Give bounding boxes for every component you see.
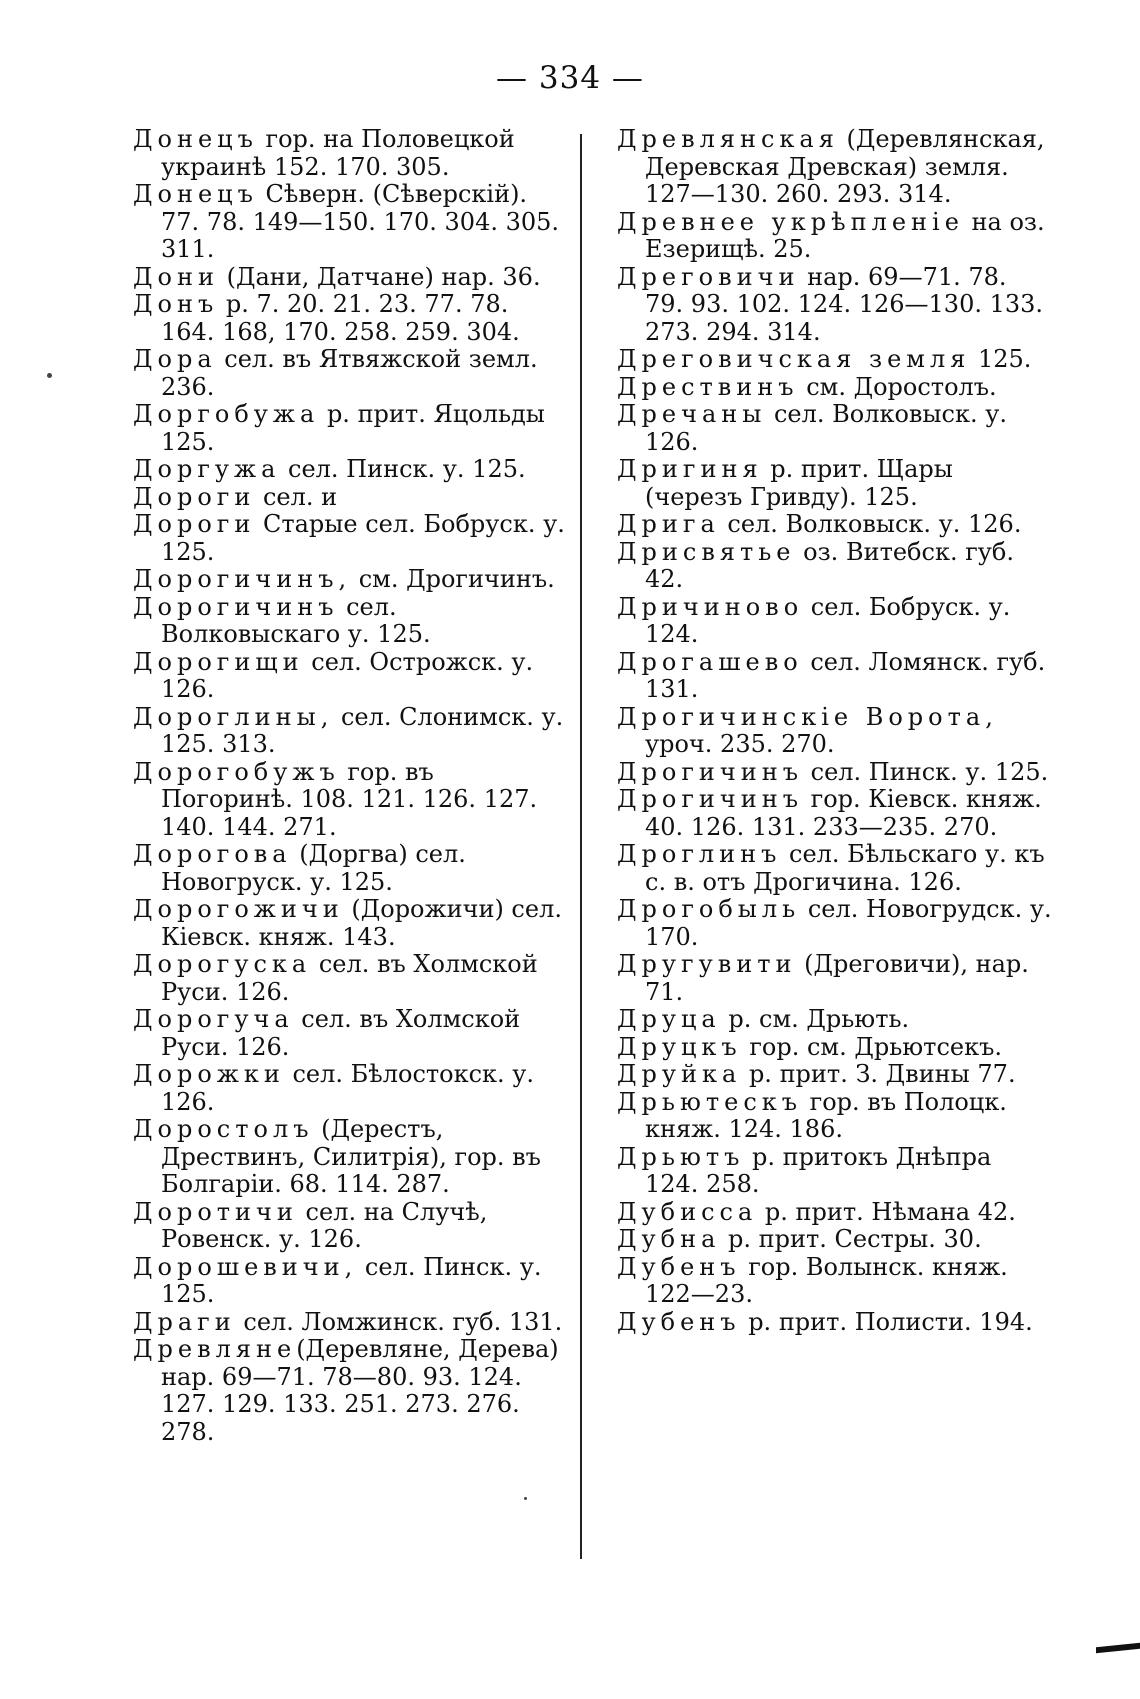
index-entry (133, 1006, 568, 1061)
index-entry (133, 649, 568, 704)
index-entry (617, 539, 1052, 594)
entry-text: 125. (970, 345, 1032, 373)
entry-text: (Деревлянская, Деревская Древская) земля. 127—130. 260. 293. 314. (645, 125, 1045, 208)
index-entry (617, 896, 1052, 951)
entry-text: сел. Волковыскаго у. 125. (161, 592, 431, 648)
page-edge-mark (1096, 1643, 1140, 1654)
index-entry (617, 1144, 1052, 1199)
index-entry (617, 649, 1052, 704)
entry-text: р. прит. З. Двины 77. (741, 1060, 1016, 1088)
index-entry (617, 1034, 1052, 1062)
entry-text: сел. Пинск. у. 125. (803, 757, 1049, 786)
index-entry (617, 841, 1052, 896)
index-entry (617, 951, 1052, 1006)
index-entry (617, 1089, 1052, 1144)
entry-text: см. Дрогичинъ. (351, 565, 555, 593)
entry-text: (Дреговичи), нар. 71. (645, 950, 1029, 1006)
index-entry (133, 594, 568, 649)
entry-text: гор. Кіевск. княж. 40. 126. 131. 233—235. 270. (645, 785, 1042, 841)
entry-headword: Дорогуча (133, 1005, 294, 1033)
index-entry (133, 1199, 568, 1254)
entry-text: р. прит. Сестры. 30. (720, 1225, 982, 1253)
index-entry (617, 511, 1052, 539)
index-entry (133, 401, 568, 456)
entry-text: сел. Ломжинск. губ. 131. (235, 1307, 563, 1336)
entry-text: сел. Волковыск. у. 126. (719, 510, 1022, 538)
entry-text: р. притокъ Днѣпра 124. 258. (645, 1142, 992, 1198)
entry-text: сел. Пинск. у. 125. (161, 1252, 542, 1308)
index-entry (617, 374, 1052, 402)
index-entry (133, 264, 568, 292)
entry-text: сел. Слонимск. у. 125. 313. (161, 702, 564, 758)
entry-headword: Дрогашево (617, 647, 803, 676)
index-entry (133, 484, 568, 512)
entry-text: р. 7. 20. 21. 23. 77. 78. 164. 168, 170. 258. 259. 304. (161, 290, 520, 346)
entry-headword: Дорожки (133, 1060, 285, 1088)
entry-text: гор. см. Дрьютсекъ. (741, 1032, 1002, 1061)
entry-headword: Дорогожичи (133, 895, 344, 923)
entry-text: (Доргва) сел. Новогруск. у. 125. (161, 840, 466, 896)
index-entry (133, 566, 568, 594)
index-entry (133, 896, 568, 951)
column-divider (580, 134, 582, 1559)
entry-headword: Древнее укрѣпленіе (617, 207, 964, 236)
entry-headword: Другувити (617, 950, 797, 978)
entry-headword: Дони (133, 262, 219, 291)
index-entry (617, 1254, 1052, 1309)
entry-text: р. прит. Полисти. 194. (740, 1307, 1033, 1336)
entry-headword: Дригиня (617, 455, 763, 483)
page-number: — 334 — (496, 60, 644, 96)
entry-headword: Друйка (617, 1060, 742, 1088)
entry-text: сел. Бѣльскаго у. къ с. в. отъ Дрогичина. 126. (645, 840, 1045, 896)
entry-headword: Дора (133, 345, 217, 373)
index-entry (617, 1309, 1052, 1337)
index-entry (617, 209, 1052, 264)
ink-speck (524, 1497, 527, 1500)
entry-text: на оз. Езерищѣ. 25. (645, 207, 1045, 263)
index-entry (133, 1336, 568, 1446)
index-column-right (617, 126, 1052, 1336)
entry-headword: Дороги (133, 482, 256, 511)
entry-text: нар. 69—71. 78. 79. 93. 102. 124. 126—130. 133. 273. 294. 314. (645, 262, 1044, 346)
entry-text: Сѣверн. (Сѣверскій). 77. 78. 149—150. 170. 304. 305. 311. (161, 180, 560, 263)
index-entry (133, 181, 568, 264)
index-entry (133, 1309, 568, 1337)
entry-headword: Дрьютескъ (617, 1087, 803, 1116)
entry-text: Старые сел. Бобруск. у. 125. (161, 510, 565, 566)
ink-speck (47, 373, 52, 378)
entry-headword: Дорошевичи, (133, 1252, 358, 1281)
entry-text: см. Доростолъ. (798, 372, 997, 401)
entry-headword: Дубенъ (617, 1307, 741, 1336)
entry-headword: Доростолъ (133, 1115, 314, 1143)
index-column-left (133, 126, 568, 1446)
entry-text: сел. въ Холмской Руси. 126. (161, 1005, 521, 1061)
entry-text: уроч. 235. 270. (645, 730, 835, 758)
entry-text: сел. въ Холмской Руси. 126. (161, 950, 538, 1006)
entry-headword: Дорогобужъ (133, 757, 340, 786)
index-entry (133, 346, 568, 401)
index-entry (133, 126, 568, 181)
entry-headword: Дрествинъ (617, 372, 799, 401)
entry-text: р. прит. Щары (черезъ Гривду). 125. (645, 455, 953, 511)
entry-text: гор. Волынск. княж. 122—23. (645, 1252, 1008, 1308)
entry-headword: Древлянская (617, 125, 839, 153)
entry-headword: Дорогова (133, 840, 292, 868)
entry-text: (Деревляне, Дерева) нар. 69—71. 78—80. 93. 124. 127. 129. 133. 251. 273. 276. 278. (161, 1335, 559, 1446)
entry-headword: Дреговичи (617, 262, 800, 291)
entry-headword: Друцкъ (617, 1032, 742, 1061)
entry-headword: Дорогичинъ (133, 592, 339, 621)
entry-headword: Доротичи (133, 1197, 298, 1226)
index-entry (617, 594, 1052, 649)
entry-headword: Дороги (133, 510, 256, 538)
index-entry (133, 291, 568, 346)
entry-text: сел. Новогрудск. у. 170. (645, 895, 1052, 951)
index-entry (133, 456, 568, 484)
entry-text: сел. Пинск. у. 125. (280, 455, 526, 483)
entry-headword: Дрогобыль (617, 895, 801, 923)
entry-headword: Доргужа (133, 455, 281, 483)
index-entry (617, 704, 1052, 759)
entry-headword: Дрига (617, 510, 720, 538)
entry-text: сел. на Случѣ, Ровенск. у. 126. (161, 1197, 488, 1253)
entry-headword: Дороглины, (133, 702, 334, 731)
entry-text: гор. въ Погоринѣ. 108. 121. 126. 127. 140. 144. 271. (161, 757, 538, 841)
entry-text: гор. на Половецкой украинѣ 152. 170. 305. (161, 125, 515, 181)
entry-text: р. прит. Яцольды 125. (161, 400, 545, 456)
index-entry (133, 951, 568, 1006)
entry-text: сел. Волковыск. у. 126. (645, 400, 1007, 456)
index-entry (133, 1061, 568, 1116)
entry-headword: Дубна (617, 1225, 721, 1253)
entry-headword: Дроглинъ (617, 840, 782, 868)
entry-headword: Доргобужа (133, 400, 320, 428)
entry-headword: Дубисса (617, 1197, 758, 1226)
index-entry (617, 126, 1052, 209)
entry-text: гор. въ Полоцк. княж. 124. 186. (645, 1087, 1007, 1143)
entry-headword: Дрогичинскіе Ворота, (617, 702, 998, 731)
entry-headword: Дорогуска (133, 950, 312, 978)
entry-headword: Донецъ (133, 180, 258, 208)
index-entry (133, 1254, 568, 1309)
index-entry (133, 704, 568, 759)
entry-text: сел. Бобруск. у. 124. (645, 592, 1011, 648)
index-entry (617, 1061, 1052, 1089)
entry-headword: Дреговичская земля (617, 345, 971, 373)
index-entry (133, 841, 568, 896)
entry-headword: Друца (617, 1005, 721, 1033)
index-entry (133, 511, 568, 566)
entry-headword: Дречаны (617, 400, 767, 428)
index-entry (617, 1199, 1052, 1227)
index-entry (617, 786, 1052, 841)
entry-text: сел. Бѣлостокск. у. 126. (161, 1060, 535, 1116)
entry-headword: Дрогичинъ (617, 785, 804, 813)
index-entry (133, 1116, 568, 1199)
index-entry (617, 1226, 1052, 1254)
index-entry (617, 759, 1052, 787)
entry-text: сел. въ Ятвяжской земл. 236. (161, 345, 538, 401)
entry-text: (Дорожичи) сел. Кіевск. княж. 143. (161, 895, 562, 951)
index-entry (617, 346, 1052, 374)
index-entry (617, 1006, 1052, 1034)
index-entry (617, 401, 1052, 456)
entry-text: сел. и (255, 482, 338, 511)
entry-text: (Дани, Датчане) нар. 36. (218, 262, 541, 291)
entry-headword: Дорогичинъ, (133, 565, 352, 593)
index-entry (617, 456, 1052, 511)
entry-text: р. см. Дрьють. (720, 1005, 910, 1033)
entry-headword: Дубенъ (617, 1252, 741, 1281)
entry-headword: Дрьютъ (617, 1142, 745, 1171)
entry-headword: Донецъ (133, 125, 258, 153)
index-entry (617, 264, 1052, 347)
entry-text: оз. Витебск. губ. 42. (645, 537, 1014, 593)
entry-headword: Драги (133, 1307, 236, 1336)
entry-headword: Дорогищи (133, 647, 304, 676)
entry-headword: Донъ (133, 290, 219, 318)
entry-headword: Дрисвятье (617, 537, 796, 566)
entry-text: сел. Ломянск. губ. 131. (645, 647, 1046, 703)
index-entry (133, 759, 568, 842)
entry-text: р. прит. Нѣмана 42. (757, 1197, 1016, 1226)
entry-headword: Древляне (133, 1335, 297, 1363)
entry-headword: Дричиново (617, 592, 804, 621)
entry-text: (Дерестъ, Дрествинъ, Силитрія), гор. въ Болгаріи. 68. 114. 287. (161, 1115, 541, 1198)
entry-text: сел. Острожск. у. 126. (161, 647, 534, 703)
entry-headword: Дрогичинъ (617, 757, 804, 786)
